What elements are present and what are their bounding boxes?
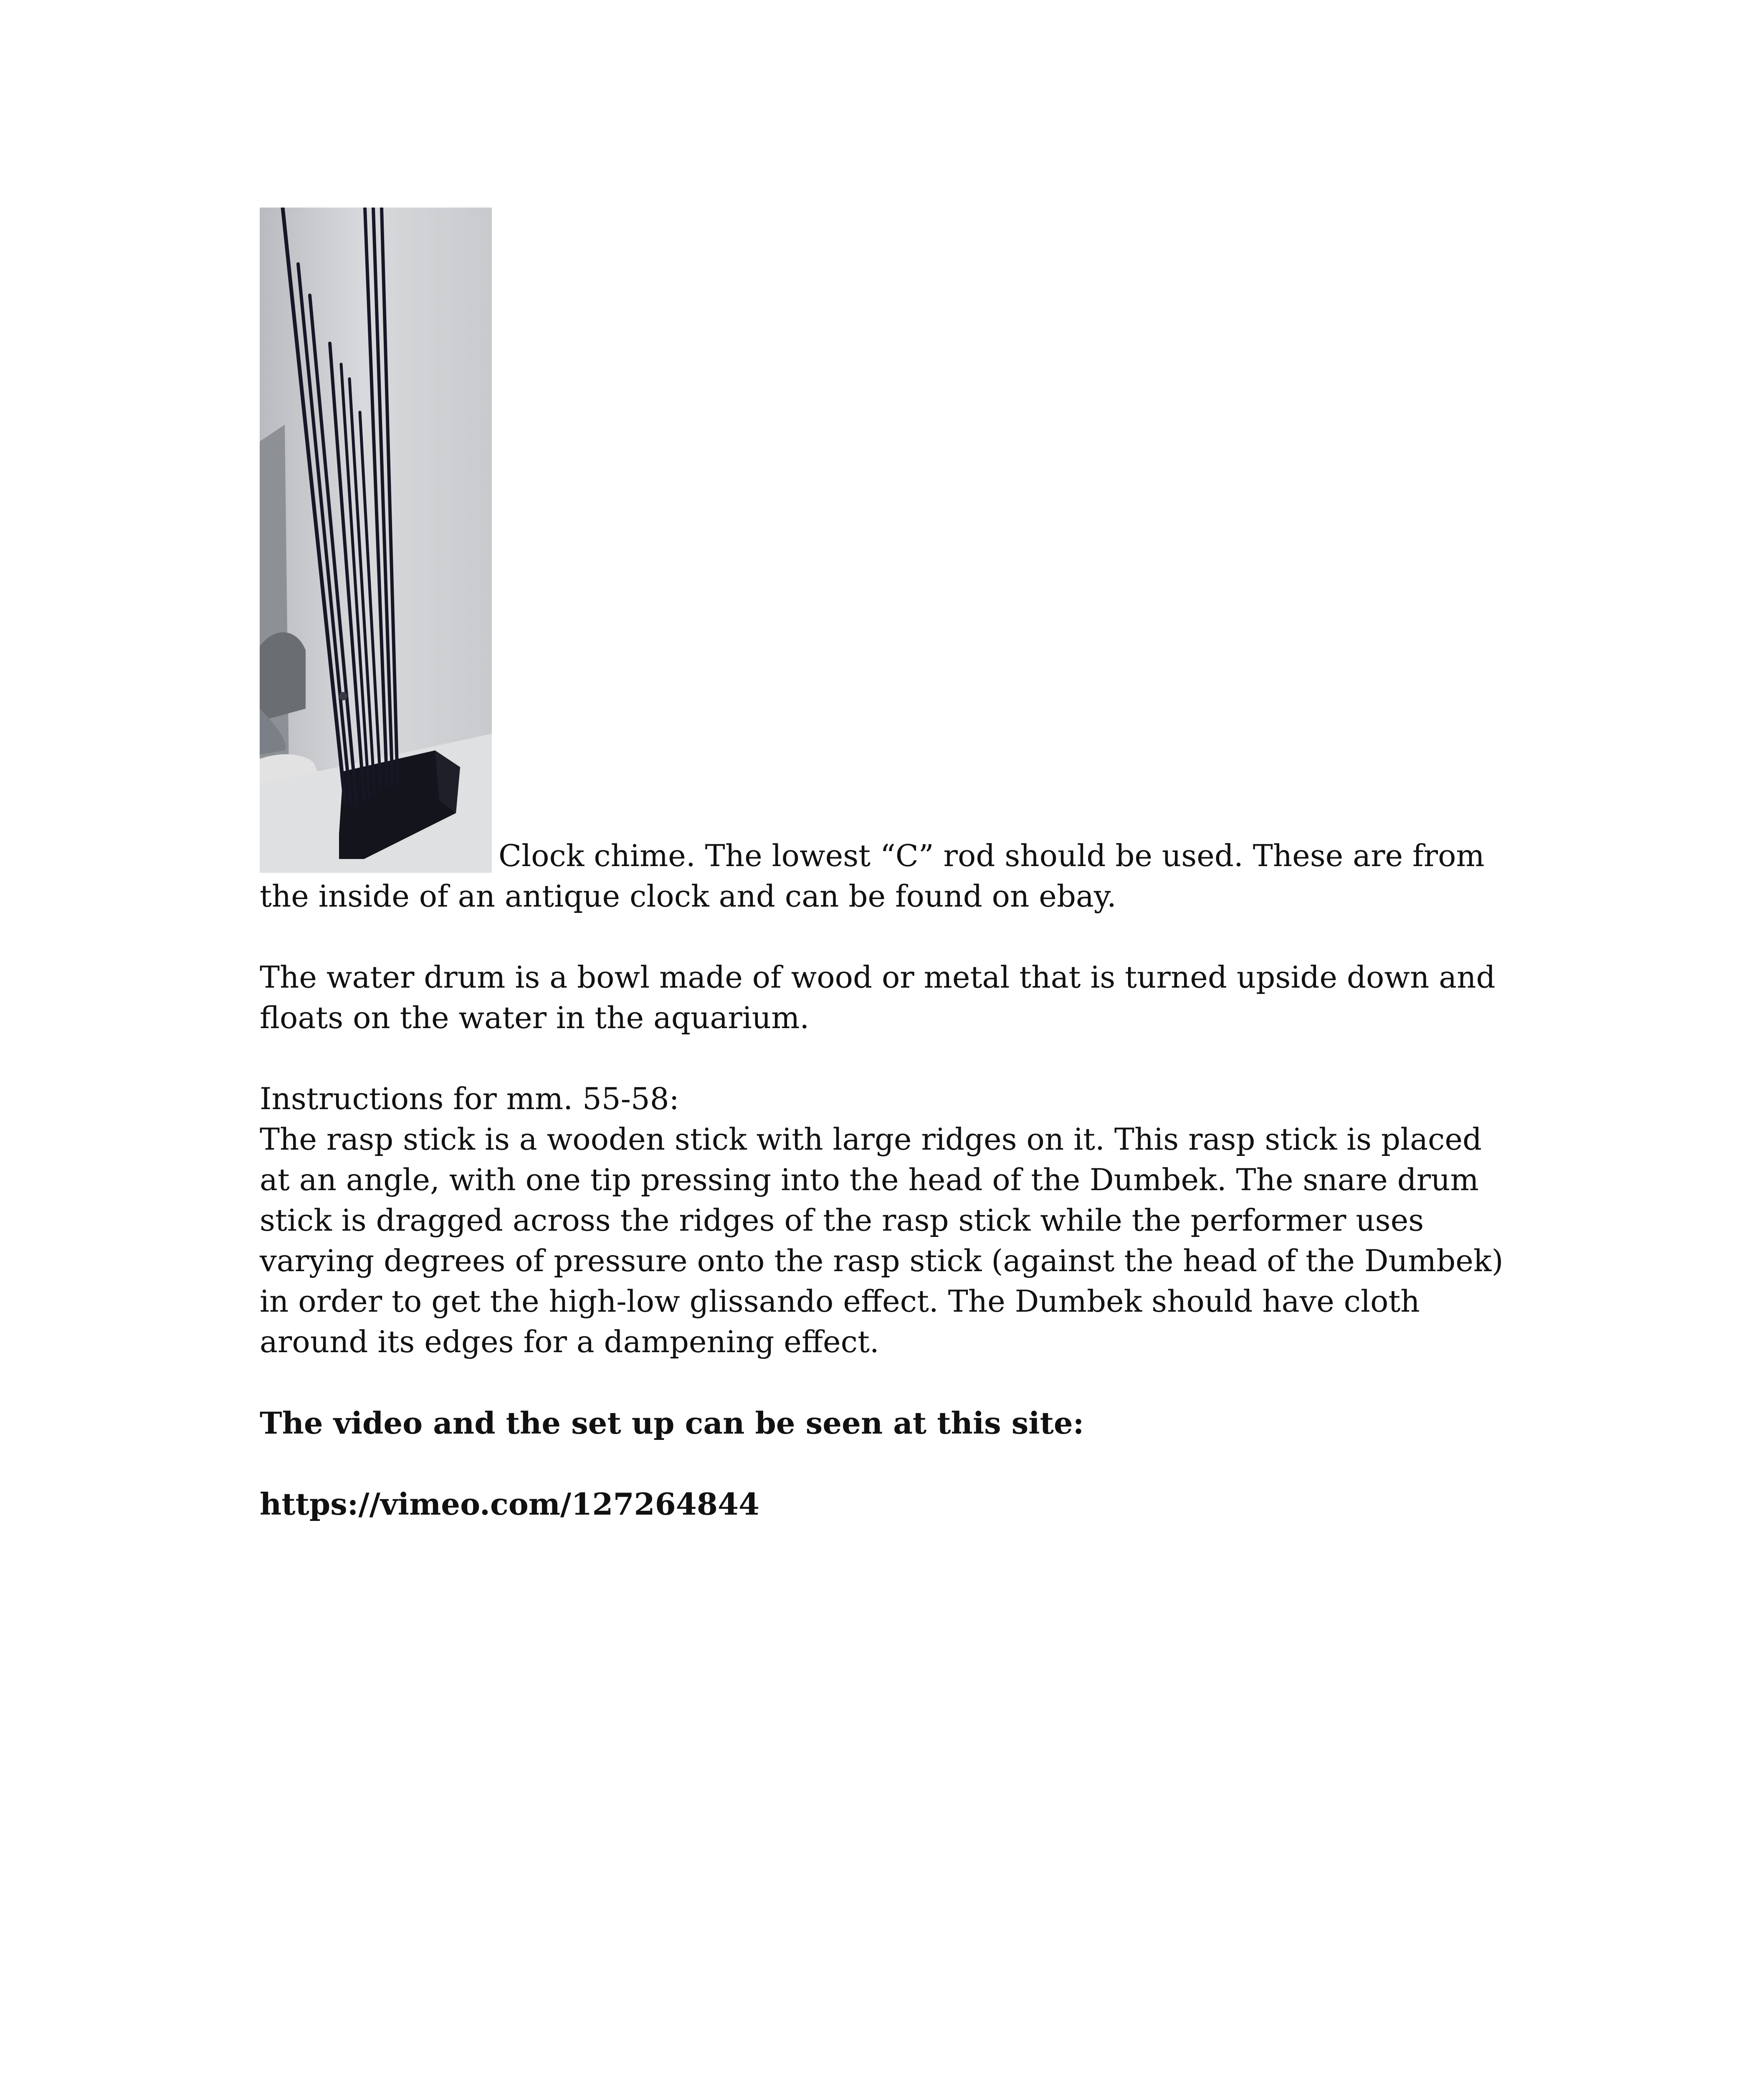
chime-caption: Clock chime. The lowest “C” rod should be used. These are from the inside of an antique clock and can be found on ebay. [260,838,1485,914]
instructions-heading: Instructions for mm. 55-58: [260,1081,679,1116]
paragraph-gap [260,1038,1508,1079]
paragraph-gap [260,917,1508,957]
paragraph-gap [260,1443,1508,1484]
water-drum-paragraph: The water drum is a bowl made of wood or metal that is turned upside down and floats on the water in the aquarium. [260,960,1496,1035]
document-body [260,208,1508,1524]
paragraph-gap [260,1362,1508,1403]
video-note: The video and the set up can be seen at this site: [260,1405,1084,1441]
instructions-paragraph: The rasp stick is a wooden stick with large ridges on it. This rasp stick is placed at an angle, with one tip pressing into the head of the Dumbek. The snare drum stick is dragged across the ridges of the rasp stick while the performer uses varying degrees of pressure onto the rasp stick (against the head of the Dumbek) in order to get the high-low glissando effect. The Dumbek should have cloth around its edges for a dampening effect. [260,1122,1503,1359]
vimeo-link[interactable]: https://vimeo.com/127264844 [260,1486,760,1522]
chime-paragraph [260,208,1508,917]
clock-chime-photo [260,208,492,873]
